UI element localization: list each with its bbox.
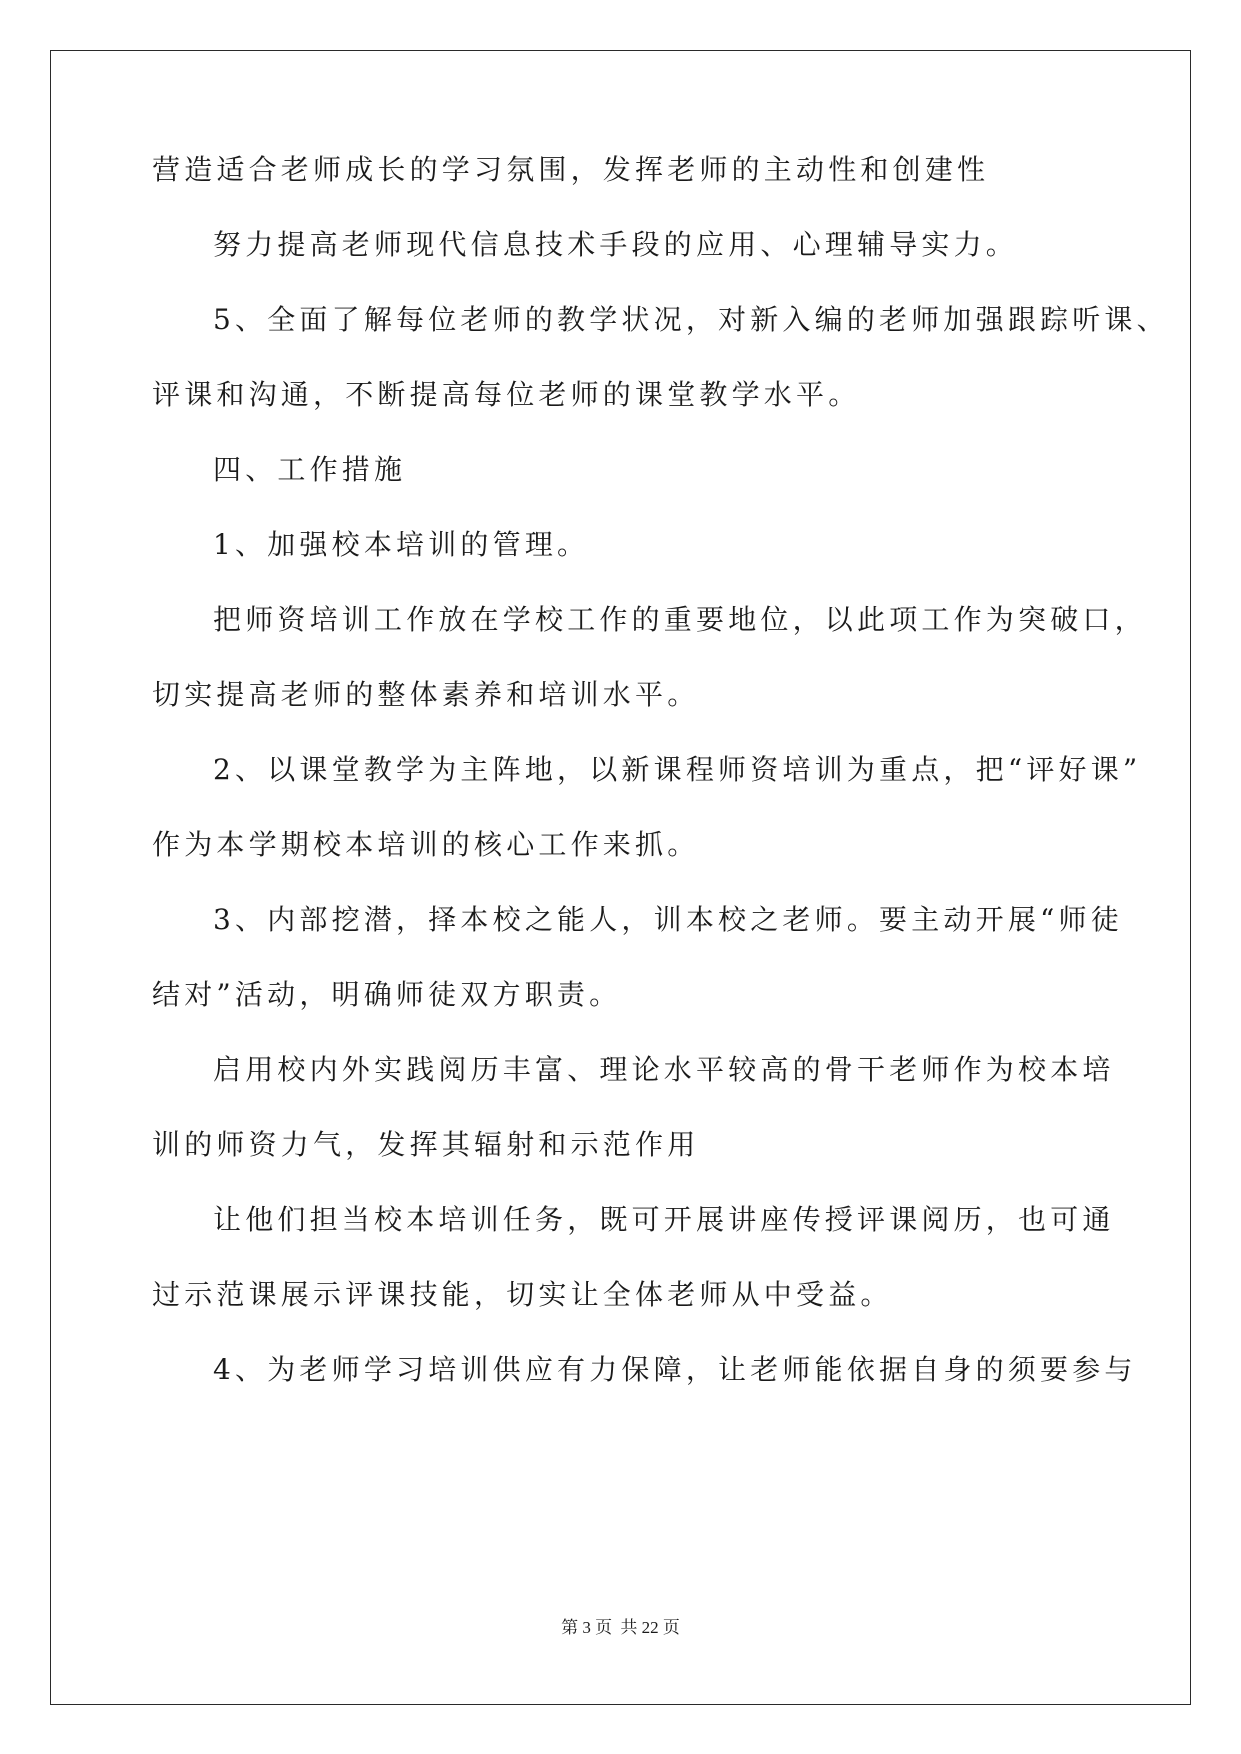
text-line: 让他们担当校本培训任务，既可开展讲座传授评课阅历，也可通 bbox=[213, 1203, 1115, 1236]
text-line: 营造适合老师成长的学习氛围，发挥老师的主动性和创建性 bbox=[152, 153, 990, 186]
text-line: 训的师资力气，发挥其辐射和示范作用 bbox=[152, 1128, 700, 1161]
text-line: 切实提高老师的整体素养和培训水平。 bbox=[152, 678, 700, 711]
text-line: 5、全面了解每位老师的教学状况，对新入编的老师加强跟踪听课、 bbox=[213, 303, 1169, 336]
text-line: 评课和沟通，不断提高每位老师的课堂教学水平。 bbox=[152, 378, 861, 411]
text-line: 4、为老师学习培训供应有力保障，让老师能依据自身的须要参与 bbox=[213, 1353, 1137, 1386]
page-border bbox=[50, 50, 1191, 1705]
text-line: 1、加强校本培训的管理。 bbox=[213, 528, 590, 561]
text-line: 过示范课展示评课技能，切实让全体老师从中受益。 bbox=[152, 1278, 893, 1311]
current-page-label: 第 3 页 bbox=[561, 1618, 613, 1637]
total-pages-label: 共 22 页 bbox=[620, 1618, 680, 1637]
text-line: 结对”活动，明确师徒双方职责。 bbox=[152, 978, 622, 1011]
text-line: 启用校内外实践阅历丰富、理论水平较高的骨干老师作为校本培 bbox=[213, 1053, 1115, 1086]
text-line: 3、内部挖潜，择本校之能人，训本校之老师。要主动开展“师徒 bbox=[213, 903, 1123, 936]
text-line: 2、以课堂教学为主阵地，以新课程师资培训为重点，把“评好课” bbox=[213, 753, 1142, 786]
page-number-footer bbox=[0, 1617, 1241, 1639]
text-line: 把师资培训工作放在学校工作的重要地位，以此项工作为突破口， bbox=[213, 603, 1147, 636]
section-heading: 四、工作措施 bbox=[213, 453, 407, 486]
text-line: 努力提高老师现代信息技术手段的应用、心理辅导实力。 bbox=[213, 228, 1019, 261]
text-line: 作为本学期校本培训的核心工作来抓。 bbox=[152, 828, 700, 861]
